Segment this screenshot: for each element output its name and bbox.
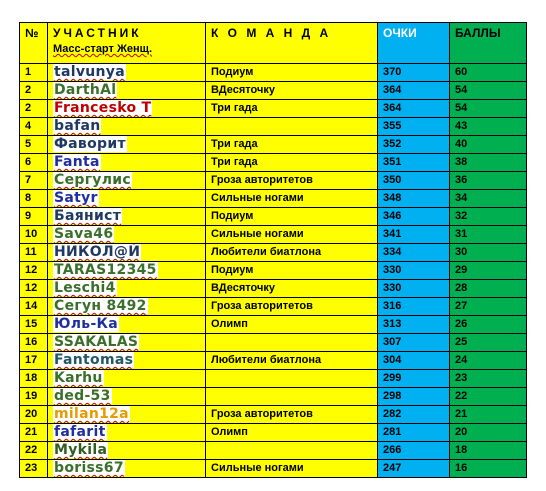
- table-row: [20, 154, 527, 172]
- participant-name: DarthAl: [54, 82, 117, 98]
- table-row: [20, 370, 527, 388]
- table-row: [20, 172, 527, 190]
- cell-scores: 18: [450, 442, 527, 460]
- participant-name: Юль-Ка: [54, 316, 119, 332]
- participant-name: talvunya: [54, 64, 125, 80]
- cell-participant: [48, 460, 206, 478]
- cell-scores: 40: [450, 136, 527, 154]
- participant-name: Francesko T: [54, 100, 152, 116]
- participant-name: Сегун 8492: [54, 298, 147, 314]
- cell-scores: 26: [450, 316, 527, 334]
- cell-scores: 22: [450, 388, 527, 406]
- cell-scores: 34: [450, 190, 527, 208]
- cell-team: Олимп: [206, 316, 378, 334]
- cell-team: Три гада: [206, 154, 378, 172]
- cell-participant: [48, 100, 206, 118]
- cell-scores: 23: [450, 370, 527, 388]
- cell-scores: 16: [450, 460, 527, 478]
- cell-scores: 29: [450, 262, 527, 280]
- cell-team: Любители биатлона: [206, 352, 378, 370]
- participant-name: Satyr: [54, 190, 98, 206]
- cell-participant: [48, 154, 206, 172]
- cell-participant: [48, 244, 206, 262]
- cell-scores: 38: [450, 154, 527, 172]
- participant-name: Mykila: [54, 442, 108, 458]
- table-row: [20, 424, 527, 442]
- participant-name: Fantomas: [54, 352, 134, 368]
- cell-team: Гроза авторитетов: [206, 298, 378, 316]
- cell-points: 304: [378, 352, 450, 370]
- table-row: [20, 316, 527, 334]
- table-row: [20, 100, 527, 118]
- cell-points: 313: [378, 316, 450, 334]
- cell-points: 266: [378, 442, 450, 460]
- cell-participant: [48, 226, 206, 244]
- cell-points: 350: [378, 172, 450, 190]
- cell-rank: 18: [20, 370, 48, 388]
- cell-rank: 17: [20, 352, 48, 370]
- participant-name: Fanta: [54, 154, 100, 170]
- cell-points: 299: [378, 370, 450, 388]
- cell-points: 334: [378, 244, 450, 262]
- cell-rank: 1: [20, 64, 48, 82]
- participant-name: ded-53: [54, 388, 111, 404]
- cell-participant: [48, 424, 206, 442]
- cell-rank: 20: [20, 406, 48, 424]
- cell-rank: 22: [20, 442, 48, 460]
- table-row: [20, 262, 527, 280]
- cell-participant: [48, 370, 206, 388]
- cell-points: 346: [378, 208, 450, 226]
- cell-rank: 15: [20, 316, 48, 334]
- header-points: [378, 23, 450, 64]
- header-points-label: ОЧКИ: [383, 26, 417, 40]
- cell-rank: 10: [20, 226, 48, 244]
- cell-participant: [48, 280, 206, 298]
- cell-points: 355: [378, 118, 450, 136]
- cell-team: ВДесяточку: [206, 280, 378, 298]
- cell-participant: [48, 352, 206, 370]
- header-team: К О М А Н Д А: [206, 23, 378, 64]
- cell-participant: [48, 136, 206, 154]
- cell-team: Подиум: [206, 208, 378, 226]
- cell-team: Олимп: [206, 424, 378, 442]
- cell-points: 330: [378, 262, 450, 280]
- participant-name: fafarit: [54, 424, 106, 440]
- cell-participant: [48, 388, 206, 406]
- header-scores-label: БАЛЛЫ: [455, 26, 501, 40]
- cell-participant: [48, 298, 206, 316]
- participant-name: SSAKALAS: [54, 334, 139, 350]
- table-row: [20, 298, 527, 316]
- table-row: [20, 334, 527, 352]
- cell-rank: 4: [20, 118, 48, 136]
- cell-scores: 31: [450, 226, 527, 244]
- cell-scores: 24: [450, 352, 527, 370]
- cell-participant: [48, 406, 206, 424]
- cell-rank: 14: [20, 298, 48, 316]
- cell-scores: 60: [450, 64, 527, 82]
- cell-scores: 54: [450, 82, 527, 100]
- cell-rank: 2: [20, 100, 48, 118]
- cell-rank: 6: [20, 154, 48, 172]
- cell-rank: 19: [20, 388, 48, 406]
- participant-name: Сергулис: [54, 172, 131, 188]
- cell-participant: [48, 442, 206, 460]
- cell-scores: 43: [450, 118, 527, 136]
- cell-scores: 32: [450, 208, 527, 226]
- cell-participant: [48, 64, 206, 82]
- participant-name: Sava46: [54, 226, 114, 242]
- cell-team: Гроза авторитетов: [206, 172, 378, 190]
- cell-scores: 30: [450, 244, 527, 262]
- header-participant-label: УЧАСТНИК: [53, 26, 142, 40]
- cell-rank: 11: [20, 244, 48, 262]
- cell-points: 351: [378, 154, 450, 172]
- cell-team: Подиум: [206, 64, 378, 82]
- cell-team: Сильные ногами: [206, 460, 378, 478]
- cell-rank: 23: [20, 460, 48, 478]
- header-row: [20, 23, 527, 64]
- cell-points: 247: [378, 460, 450, 478]
- participant-name: Баянист: [54, 208, 122, 224]
- cell-rank: 12: [20, 280, 48, 298]
- participant-name: TARAS12345: [54, 262, 157, 278]
- cell-team: Сильные ногами: [206, 190, 378, 208]
- header-scores: [450, 23, 527, 64]
- cell-points: 307: [378, 334, 450, 352]
- cell-rank: 5: [20, 136, 48, 154]
- cell-participant: [48, 316, 206, 334]
- table-row: [20, 82, 527, 100]
- cell-scores: 27: [450, 298, 527, 316]
- cell-points: 330: [378, 280, 450, 298]
- cell-points: 348: [378, 190, 450, 208]
- participant-name: НИКОЛ@Й: [54, 244, 141, 260]
- cell-points: 281: [378, 424, 450, 442]
- cell-points: 298: [378, 388, 450, 406]
- participant-name: Фаворит: [54, 136, 126, 152]
- participant-name: bafan: [54, 118, 101, 134]
- table-row: [20, 460, 527, 478]
- cell-points: 341: [378, 226, 450, 244]
- header-participant: [48, 23, 206, 64]
- cell-team: [206, 370, 378, 388]
- cell-rank: 21: [20, 424, 48, 442]
- table-row: [20, 406, 527, 424]
- cell-participant: [48, 82, 206, 100]
- cell-points: 282: [378, 406, 450, 424]
- table-row: [20, 136, 527, 154]
- cell-scores: 20: [450, 424, 527, 442]
- table-row: [20, 280, 527, 298]
- cell-team: [206, 388, 378, 406]
- cell-points: 316: [378, 298, 450, 316]
- table-row: [20, 208, 527, 226]
- standings-table: [19, 22, 527, 478]
- cell-points: 352: [378, 136, 450, 154]
- cell-team: Сильные ногами: [206, 226, 378, 244]
- table-row: [20, 352, 527, 370]
- table-row: [20, 118, 527, 136]
- cell-team: [206, 334, 378, 352]
- cell-team: Три гада: [206, 100, 378, 118]
- cell-points: 364: [378, 100, 450, 118]
- participant-name: milan12a: [54, 406, 129, 422]
- table-row: [20, 64, 527, 82]
- cell-rank: 7: [20, 172, 48, 190]
- participant-name: boriss67: [54, 460, 124, 476]
- participant-name: Leschi4: [54, 280, 116, 296]
- cell-points: 364: [378, 82, 450, 100]
- cell-participant: [48, 334, 206, 352]
- cell-scores: 54: [450, 100, 527, 118]
- cell-participant: [48, 208, 206, 226]
- table-row: [20, 244, 527, 262]
- table-row: [20, 190, 527, 208]
- cell-team: ВДесяточку: [206, 82, 378, 100]
- cell-points: 370: [378, 64, 450, 82]
- cell-rank: 16: [20, 334, 48, 352]
- cell-team: [206, 118, 378, 136]
- cell-rank: 8: [20, 190, 48, 208]
- table-row: [20, 388, 527, 406]
- cell-participant: [48, 190, 206, 208]
- participant-name: Karhu: [54, 370, 103, 386]
- cell-rank: 9: [20, 208, 48, 226]
- table-row: [20, 226, 527, 244]
- header-subtitle: Масс-старт Женщ.: [53, 43, 152, 55]
- cell-team: [206, 442, 378, 460]
- cell-team: Гроза авторитетов: [206, 406, 378, 424]
- cell-rank: 2: [20, 82, 48, 100]
- cell-team: Подиум: [206, 262, 378, 280]
- cell-team: Любители биатлона: [206, 244, 378, 262]
- cell-scores: 21: [450, 406, 527, 424]
- cell-participant: [48, 118, 206, 136]
- cell-scores: 36: [450, 172, 527, 190]
- cell-team: Три гада: [206, 136, 378, 154]
- header-num: №: [20, 23, 48, 64]
- cell-participant: [48, 172, 206, 190]
- cell-scores: 28: [450, 280, 527, 298]
- cell-scores: 25: [450, 334, 527, 352]
- table-row: [20, 442, 527, 460]
- cell-participant: [48, 262, 206, 280]
- cell-rank: 12: [20, 262, 48, 280]
